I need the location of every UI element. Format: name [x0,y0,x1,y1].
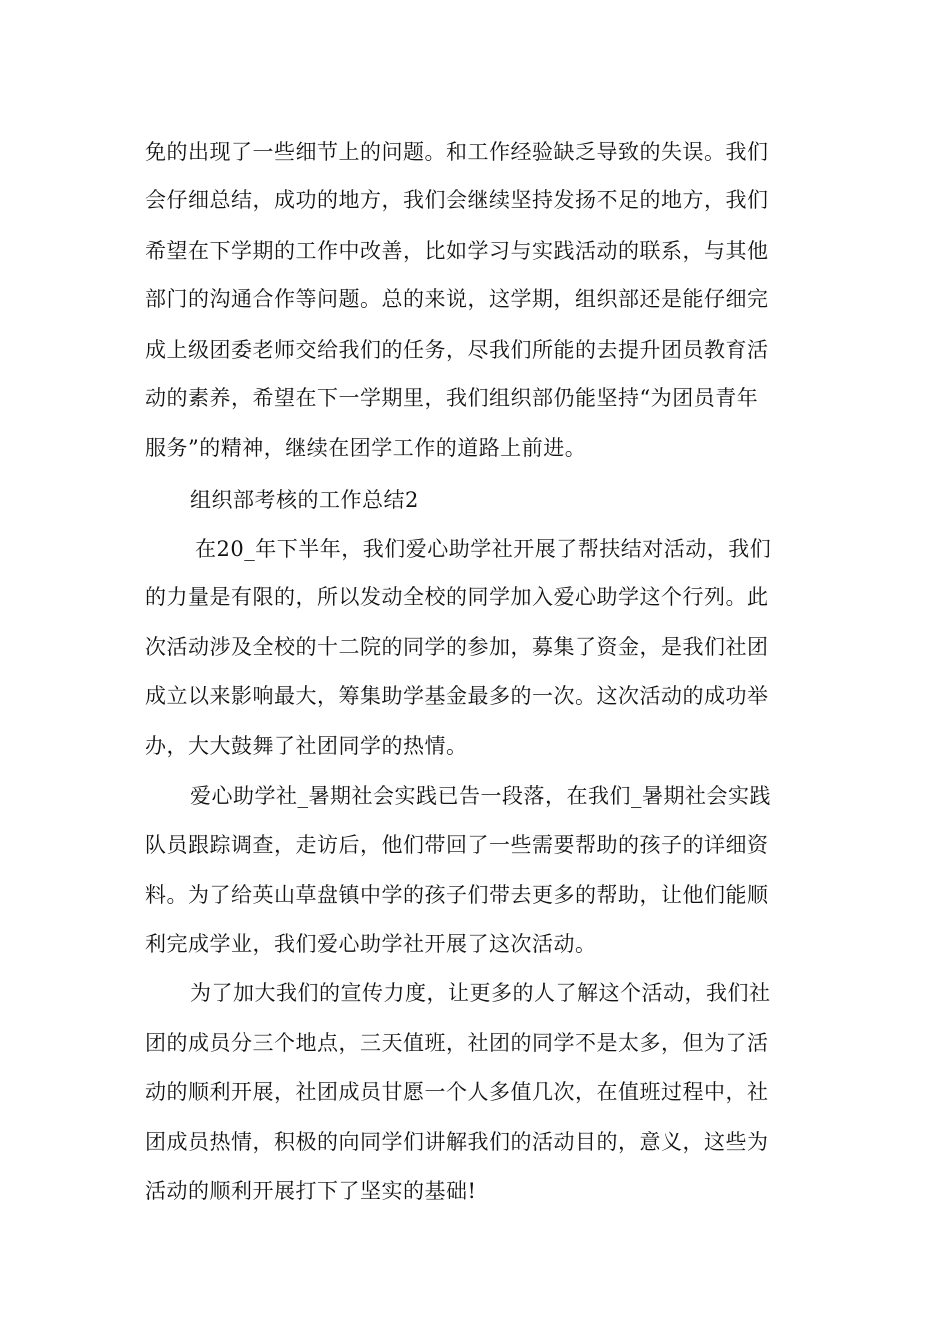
paragraph-1-line-1: 免的出现了一些细节上的问题。和工作经验缺乏导致的失误。我们 [145,140,769,164]
paragraph-3-line-2: 队员跟踪调查，走访后，他们带回了一些需要帮助的孩子的详细资 [145,833,769,857]
paragraph-2-line-2: 的力量是有限的，所以发动全校的同学加入爱心助学这个行列。此 [145,585,769,609]
paragraph-4-line-3: 动的顺利开展，社团成员甘愿一个人多值几次，在值班过程中，社 [145,1080,769,1104]
paragraph-3-line-1: 爱心助学社_暑期社会实践已告一段落，在我们_暑期社会实践 [190,784,771,808]
paragraph-1-line-4: 部门的沟通合作等问题。总的来说，这学期，组织部还是能仔细完 [145,287,769,311]
paragraph-2-line-5: 办，大大鼓舞了社团同学的热情。 [145,734,468,758]
paragraph-1-line-7: 服务”的精神，继续在团学工作的道路上前进。 [145,436,587,460]
paragraph-4-line-1: 为了加大我们的宣传力度，让更多的人了解这个活动，我们社 [190,981,771,1005]
paragraph-3-line-4: 利完成学业，我们爱心助学社开展了这次活动。 [145,932,597,956]
paragraph-2-line-1: 在20_年下半年，我们爱心助学社开展了帮扶结对活动，我们 [195,537,772,561]
paragraph-4-line-2: 团的成员分三个地点，三天值班，社团的同学不是太多，但为了活 [145,1031,769,1055]
paragraph-1-line-5: 成上级团委老师交给我们的任务，尽我们所能的去提升团员教育活 [145,338,769,362]
paragraph-1-line-2: 会仔细总结，成功的地方，我们会继续坚持发扬不足的地方，我们 [145,188,769,212]
paragraph-1-line-3: 希望在下学期的工作中改善，比如学习与实践活动的联系，与其他 [145,239,769,263]
paragraph-2-line-3: 次活动涉及全校的十二院的同学的参加，募集了资金，是我们社团 [145,635,769,659]
paragraph-4-line-5: 活动的顺利开展打下了坚实的基础! [145,1179,477,1203]
paragraph-3-line-3: 料。为了给英山草盘镇中学的孩子们带去更多的帮助，让他们能顺 [145,883,769,907]
paragraph-4-line-4: 团成员热情，积极的向同学们讲解我们的活动目的，意义，这些为 [145,1130,769,1154]
paragraph-2-line-4: 成立以来影响最大，筹集助学基金最多的一次。这次活动的成功举 [145,684,769,708]
section-heading: 组织部考核的工作总结2 [190,488,419,512]
paragraph-1-line-6: 动的素养，希望在下一学期里，我们组织部仍能坚持“为团员青年 [145,386,759,410]
